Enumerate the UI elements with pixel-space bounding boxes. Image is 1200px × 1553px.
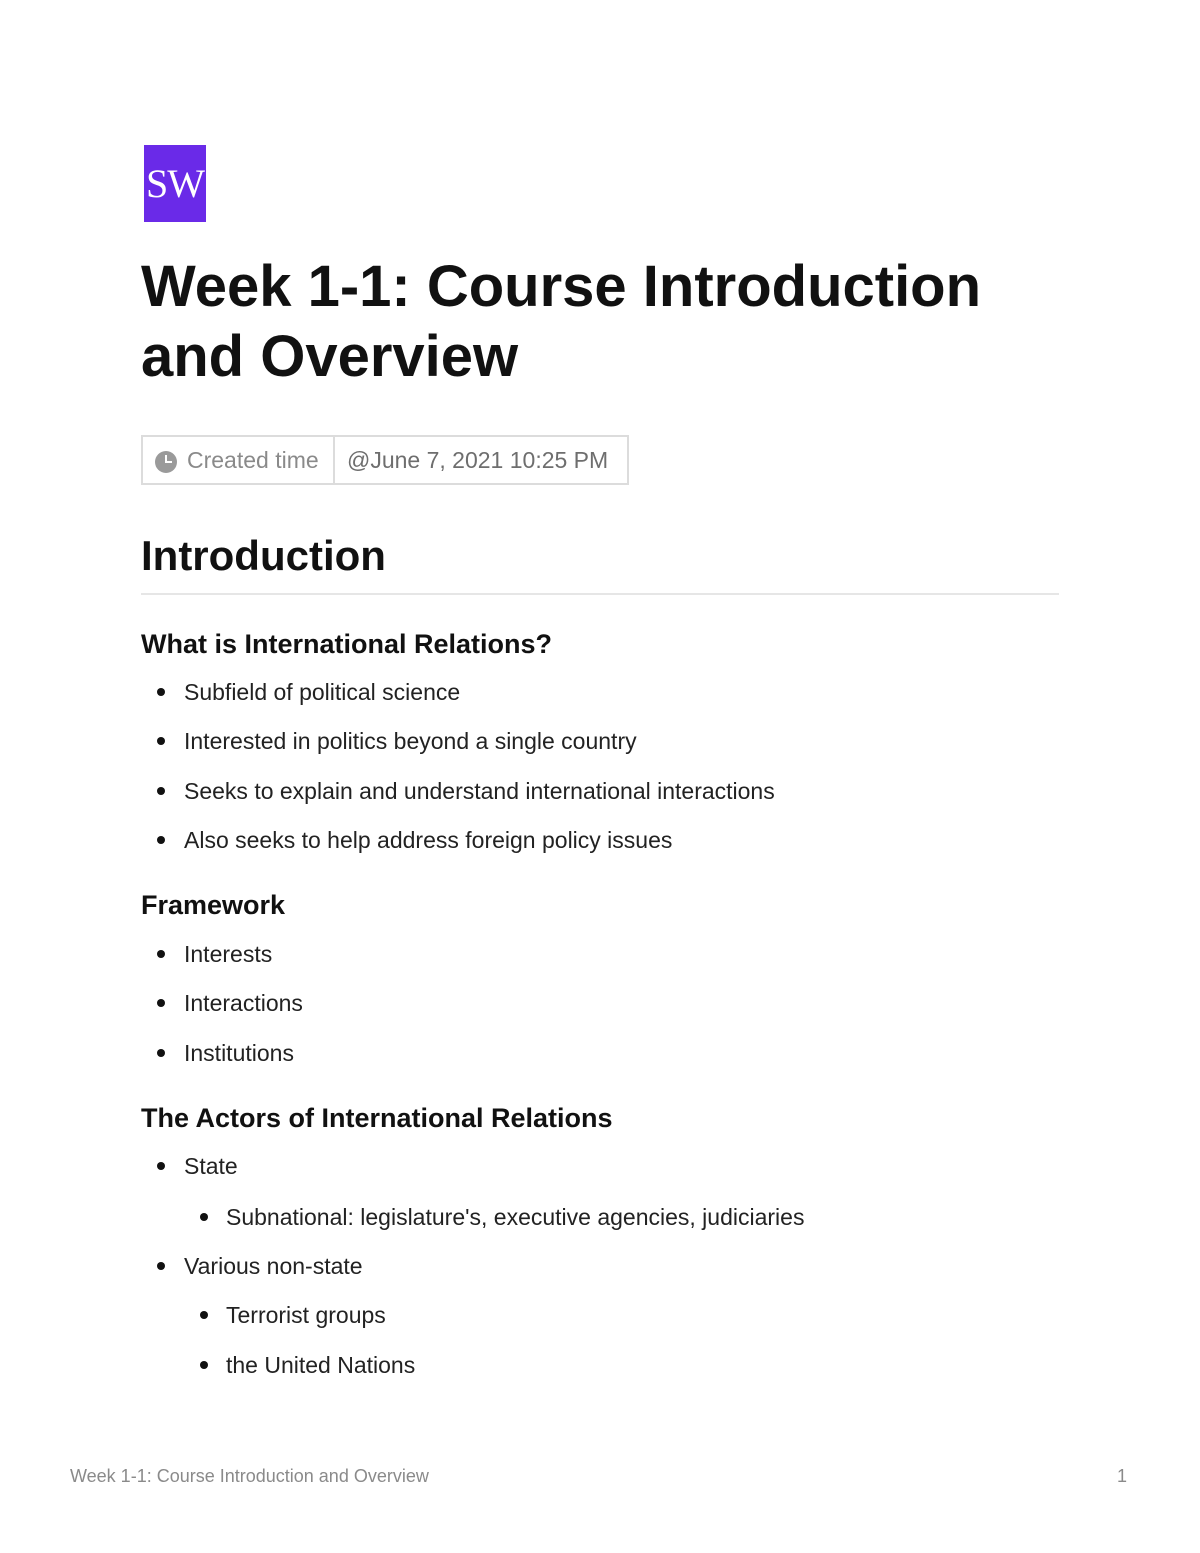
property-row — [141, 435, 629, 485]
bullet — [157, 787, 165, 795]
subheading-actors: The Actors of International Relations — [141, 1103, 613, 1133]
list-item: Various non-state — [184, 1253, 363, 1279]
bullet — [157, 950, 165, 958]
page-title: Week 1-1: Course Introduction and Overview — [141, 254, 982, 389]
sub-bullet — [200, 1311, 208, 1319]
footer-title: Week 1-1: Course Introduction and Overview — [70, 1466, 429, 1486]
bullet — [157, 1262, 165, 1270]
bullet — [157, 1049, 165, 1057]
section-heading: Introduction — [141, 532, 386, 579]
list-item: Interested in politics beyond a single country — [184, 728, 637, 754]
sub-bullet — [200, 1361, 208, 1369]
clock-icon — [155, 451, 177, 473]
property-label: Created time — [187, 446, 319, 473]
subheading-what-is-ir: What is International Relations? — [141, 629, 553, 659]
page-icon-text: SW — [146, 161, 204, 206]
list-item: Interactions — [184, 990, 303, 1016]
bullet — [157, 737, 165, 745]
subheading-framework: Framework — [141, 890, 286, 920]
property-value: @June 7, 2021 10:25 PM — [347, 446, 609, 473]
list-item: Interests — [184, 941, 273, 967]
bullet — [157, 688, 165, 696]
list-item: Also seeks to help address foreign policy issues — [184, 827, 673, 853]
sub-list-item: Terrorist groups — [226, 1302, 386, 1328]
list-item: Seeks to explain and understand international interactions — [184, 778, 775, 804]
bullet — [157, 1162, 165, 1170]
list-item: State — [184, 1153, 238, 1179]
property-key — [143, 437, 335, 483]
sub-bullet — [200, 1213, 208, 1221]
sub-list-item: the United Nations — [226, 1352, 416, 1378]
heading-divider — [141, 593, 1059, 595]
bullet — [157, 999, 165, 1007]
list-item: Institutions — [184, 1040, 294, 1066]
page-number: 1 — [1117, 1466, 1128, 1486]
bullet — [157, 836, 165, 844]
list-item: Subfield of political science — [184, 679, 461, 705]
sub-list-item: Subnational: legislature's, executive agencies, judiciaries — [226, 1204, 805, 1230]
page-icon — [144, 145, 206, 222]
